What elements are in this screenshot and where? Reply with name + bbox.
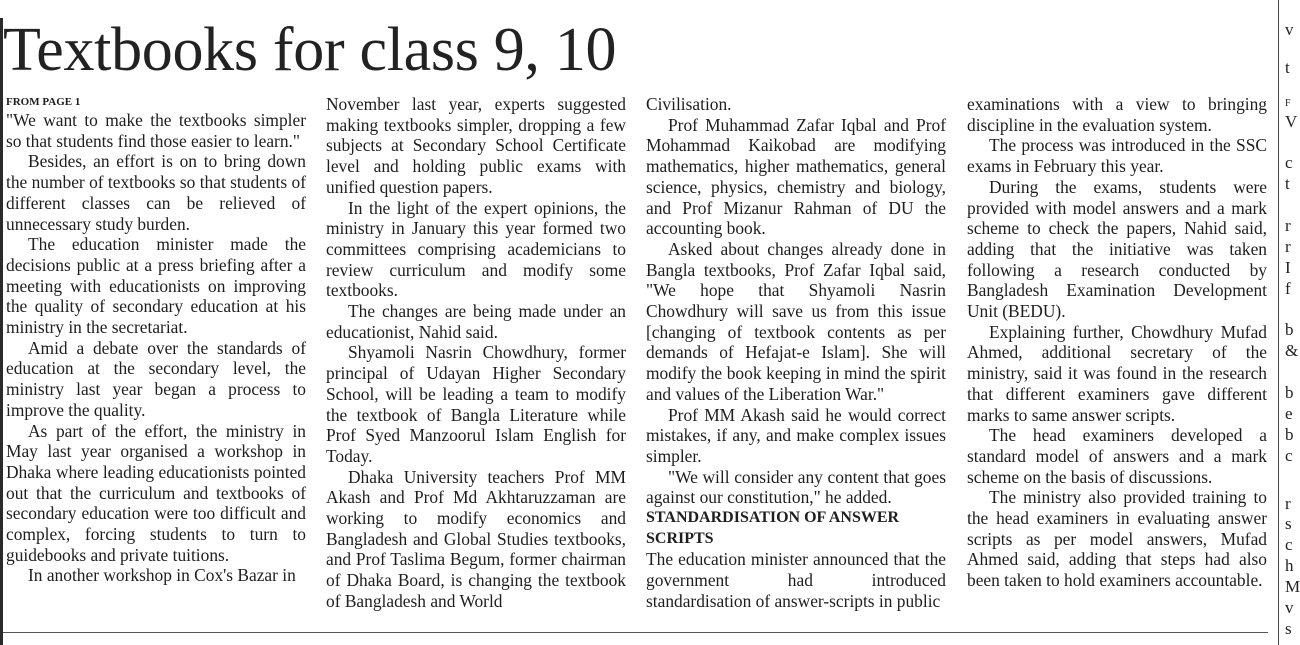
paragraph: examinations with a view to bringing discipline in the evaluation system. xyxy=(967,94,1267,135)
column-rule-right xyxy=(1278,0,1279,645)
edge-fragment: s xyxy=(1285,619,1292,638)
paragraph: During the exams, students were provided with model answers and a mark scheme to check the papers, Nahid said, adding that the initiative was taken following a research conducted by Bangladesh Examination Development Unit (BEDU). xyxy=(967,176,1267,322)
paragraph: The ministry also provided training to the head examiners in evaluating answer scripts as per model answers, Mufad Ahmed said, adding that steps had also been taken to hold examiners accountable. xyxy=(967,487,1267,591)
edge-fragment: e xyxy=(1285,404,1293,423)
adjacent-article-edge xyxy=(1285,0,1300,645)
paragraph: As part of the effort, the ministry in May last year organised a workshop in Dhaka where leading educationists pointed out that the curriculum and textbooks of secondary education were too difficult and complex, forcing students to turn to guidebooks and private tuitions. xyxy=(6,420,306,565)
bottom-rule xyxy=(3,632,1268,633)
edge-fragment: r xyxy=(1285,216,1291,235)
paragraph: Civilisation. xyxy=(646,94,732,114)
paragraph: Dhaka University teachers Prof MM Akash and Prof Md Akhtaruzzaman are working to modify economics and Bangladesh and Global Studies textbooks, and Prof Taslima Begum, former chairman of Dhaka Board, is changing the textbook of Bangladesh and World xyxy=(326,466,626,611)
paragraph: The head examiners developed a standard model of answers and a mark scheme on the basis of discussions. xyxy=(967,425,1267,487)
edge-fragment: F xyxy=(1285,98,1291,109)
paragraph: Shyamoli Nasrin Chowdhury, former principal of Udayan Higher Secondary School, will be leading a team to modify the textbook of Bangla Literature while Prof Syed Manzoorul Islam English for Today. xyxy=(326,342,626,466)
kicker-from-page: FROM PAGE 1 xyxy=(6,96,81,108)
paragraph: "We will consider any content that goes against our constitution," he added. xyxy=(646,466,946,508)
column-rule-left xyxy=(0,18,3,645)
edge-fragment: I xyxy=(1285,258,1291,277)
edge-fragment: b xyxy=(1285,383,1294,402)
edge-fragment: h xyxy=(1285,556,1294,575)
article-column-2 xyxy=(326,94,626,612)
headline: Textbooks for class 9, 10 xyxy=(3,16,617,84)
article-column-1 xyxy=(6,94,306,586)
edge-fragment: M xyxy=(1285,577,1300,596)
section-subhead: STANDARDISATION OF ANSWER SCRIPTS xyxy=(646,509,900,547)
edge-fragment: s xyxy=(1285,514,1292,533)
edge-fragment: t xyxy=(1285,58,1290,77)
edge-fragment: b xyxy=(1285,425,1294,444)
article-column-3 xyxy=(646,94,946,612)
article-column-4 xyxy=(967,94,1267,591)
paragraph: Amid a debate over the standards of education at the secondary level, the ministry last year began a process to improve the quality. xyxy=(6,337,306,420)
paragraph: November last year, experts suggested making textbooks simpler, dropping a few subjects at Secondary School Certificate level and holding public exams with unified question papers. xyxy=(326,94,626,197)
paragraph: Explaining further, Chowdhury Mufad Ahmed, additional secretary of the ministry, said it was found in the research that different examiners gave different marks to same answer scripts. xyxy=(967,321,1267,425)
edge-fragment: r xyxy=(1285,237,1291,256)
paragraph: Besides, an effort is on to bring down the number of textbooks so that students of different classes can be relieved of unnecessary study burden. xyxy=(6,151,306,234)
edge-fragment: c xyxy=(1285,446,1293,465)
edge-fragment: c xyxy=(1285,153,1293,172)
paragraph: Asked about changes already done in Bangla textbooks, Prof Zafar Iqbal said, "We hope that Shyamoli Nasrin Chowdhury will save us from this issue [changing of textbook contents as per demands of Hefajat-e Islam]. She will modify the book keeping in mind the spirit and values of the Liberation War." xyxy=(646,238,946,404)
paragraph: Prof MM Akash said he would correct mistakes, if any, and make complex issues simpler. xyxy=(646,404,946,466)
edge-fragment: & xyxy=(1285,341,1299,360)
edge-fragment: t xyxy=(1285,174,1290,193)
paragraph: The process was introduced in the SSC exams in February this year. xyxy=(967,135,1267,177)
edge-fragment: r xyxy=(1285,494,1291,513)
paragraph: In another workshop in Cox's Bazar in xyxy=(28,565,296,586)
edge-fragment: V xyxy=(1285,112,1298,131)
paragraph: Prof Muhammad Zafar Iqbal and Prof Mohammad Kaikobad are modifying mathematics, higher mathematics, general science, physics, chemistry and biology, and Prof Mizanur Rahman of DU the accounting book. xyxy=(646,114,946,239)
edge-fragment: b xyxy=(1285,320,1294,339)
paragraph: The education minister announced that the government had introduced standardisation of answer-scripts in public xyxy=(646,549,946,611)
paragraph: In the light of the expert opinions, the ministry in January this year formed two committees comprising academicians to review curriculum and modify some textbooks. xyxy=(326,197,626,301)
paragraph: The changes are being made under an educationist, Nahid said. xyxy=(326,301,626,342)
paragraph: The education minister made the decisions public at a press briefing after a meeting with educationists on improving the quality of secondary education at his ministry in the secretariat. xyxy=(6,234,306,338)
edge-fragment: v xyxy=(1285,20,1294,39)
edge-fragment: f xyxy=(1285,279,1291,298)
edge-fragment: v xyxy=(1285,598,1294,617)
edge-fragment: c xyxy=(1285,535,1293,554)
paragraph: "We want to make the textbooks simpler so that students find those easier to learn." xyxy=(6,110,306,151)
